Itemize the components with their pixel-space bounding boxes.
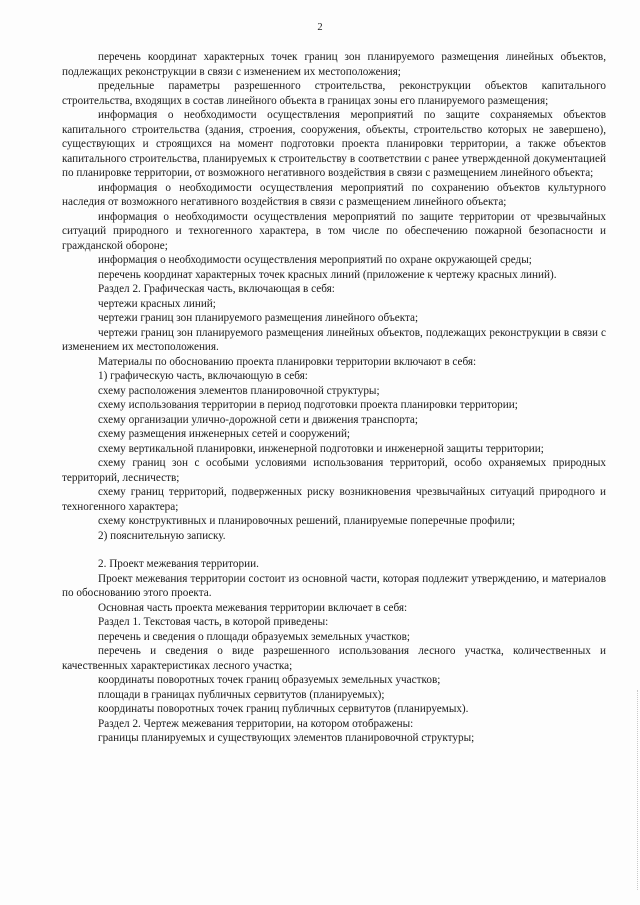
paragraph: информация о необходимости осуществления мероприятий по охране окружающей среды; — [98, 254, 532, 266]
paragraph: схему расположения элементов планировочной структуры; — [98, 384, 380, 397]
section-heading: Раздел 2. Чертеж межевания территории, на котором отображены: — [98, 717, 414, 730]
paragraph: перечень и сведения о площади образуемых земельных участков; — [98, 630, 411, 643]
paragraph: схему границ зон с особыми условиями использования территорий, особо охраняемых природных территорий, лесничеств; — [62, 457, 606, 484]
paragraph: Основная часть проекта межевания территории включает в себя: — [98, 601, 408, 614]
section-heading: Раздел 1. Текстовая часть, в которой приведены: — [98, 616, 329, 628]
paragraph: Проект межевания территории состоит из основной части, которая подлежит утверждению, и материалов по обоснованию этого проекта. — [62, 572, 606, 599]
paragraph: координаты поворотных точек границ образуемых земельных участков; — [98, 674, 441, 686]
paragraph: информация о необходимости осуществления мероприятий по защите сохраняемых объектов капитального строительства (здания, строения, сооружения, объекты, строительство которых не завершено), существующих и строящихся на момент подготовки проекта планировки территории, а также объектов капитального строительства, планируемых к строительству в соответствии с ранее утвержденной документацией по планировке территории, от возможного негативного воздействия в связи с размещением линейного объекта; — [62, 109, 606, 179]
section-heading: 2. Проект межевания территории. — [98, 558, 259, 570]
section-heading: Раздел 2. Графическая часть, включающая в себя: — [98, 283, 335, 295]
paragraph: схему размещения инженерных сетей и сооружений; — [98, 428, 351, 440]
paragraph: координаты поворотных точек границ публичных сервитутов (планируемых). — [98, 703, 469, 715]
paragraph: перечень и сведения о виде разрешенного использования лесного участка, количественных и качественных характеристиках лесного участка; — [62, 645, 606, 672]
paragraph: схему организации улично-дорожной сети и движения транспорта; — [98, 413, 418, 426]
paragraph: чертежи границ зон планируемого размещения линейного объекта; — [98, 312, 419, 324]
paragraph: 1) графическую часть, включающую в себя: — [98, 370, 308, 382]
paragraph: чертежи красных линий; — [98, 297, 216, 310]
page-body — [62, 50, 606, 746]
paragraph: площади в границах публичных сервитутов (планируемых); — [98, 688, 385, 701]
paragraph: информация о необходимости осуществления мероприятий по защите территории от чрезвычайных ситуаций природного и техногенного характера, в том числе по обеспечению пожарной безопасности и гражданской обороне; — [62, 210, 606, 252]
paragraph: схему вертикальной планировки, инженерной подготовки и инженерной защиты территории; — [98, 442, 544, 455]
paragraph: предельные параметры разрешенного строительства, реконструкции объектов капитального строительства, входящих в состав линейного объекта в границах зоны его планируемого размещения; — [62, 80, 606, 107]
paragraph: перечень координат характерных точек красных линий (приложение к чертежу красных линий). — [98, 268, 557, 281]
paragraph: границы планируемых и существующих элементов планировочной структуры; — [98, 732, 475, 744]
paragraph: чертежи границ зон планируемого размещения линейных объектов, подлежащих реконструкции в связи с изменением их местоположения. — [62, 326, 606, 353]
page-number: 2 — [317, 22, 323, 33]
paragraph: информация о необходимости осуществления мероприятий по сохранению объектов культурного наследия от возможного негативного воздействия в связи с размещением линейного объекта; — [62, 181, 606, 208]
scan-edge-mark — [636, 690, 638, 890]
paragraph: 2) пояснительную записку. — [98, 529, 226, 542]
paragraph: схему границ территорий, подверженных риску возникновения чрезвычайных ситуаций природного и техногенного характера; — [62, 486, 606, 513]
paragraph: Материалы по обоснованию проекта планировки территории включают в себя: — [98, 355, 477, 368]
paragraph: схему использования территории в период подготовки проекта планировки территории; — [98, 399, 518, 411]
paragraph: перечень координат характерных точек границ зон планируемого размещения линейных объектов, подлежащих реконструкции в связи с изменением их местоположения; — [62, 51, 606, 78]
paragraph: схему конструктивных и планировочных решений, планируемые поперечные профили; — [98, 515, 516, 527]
